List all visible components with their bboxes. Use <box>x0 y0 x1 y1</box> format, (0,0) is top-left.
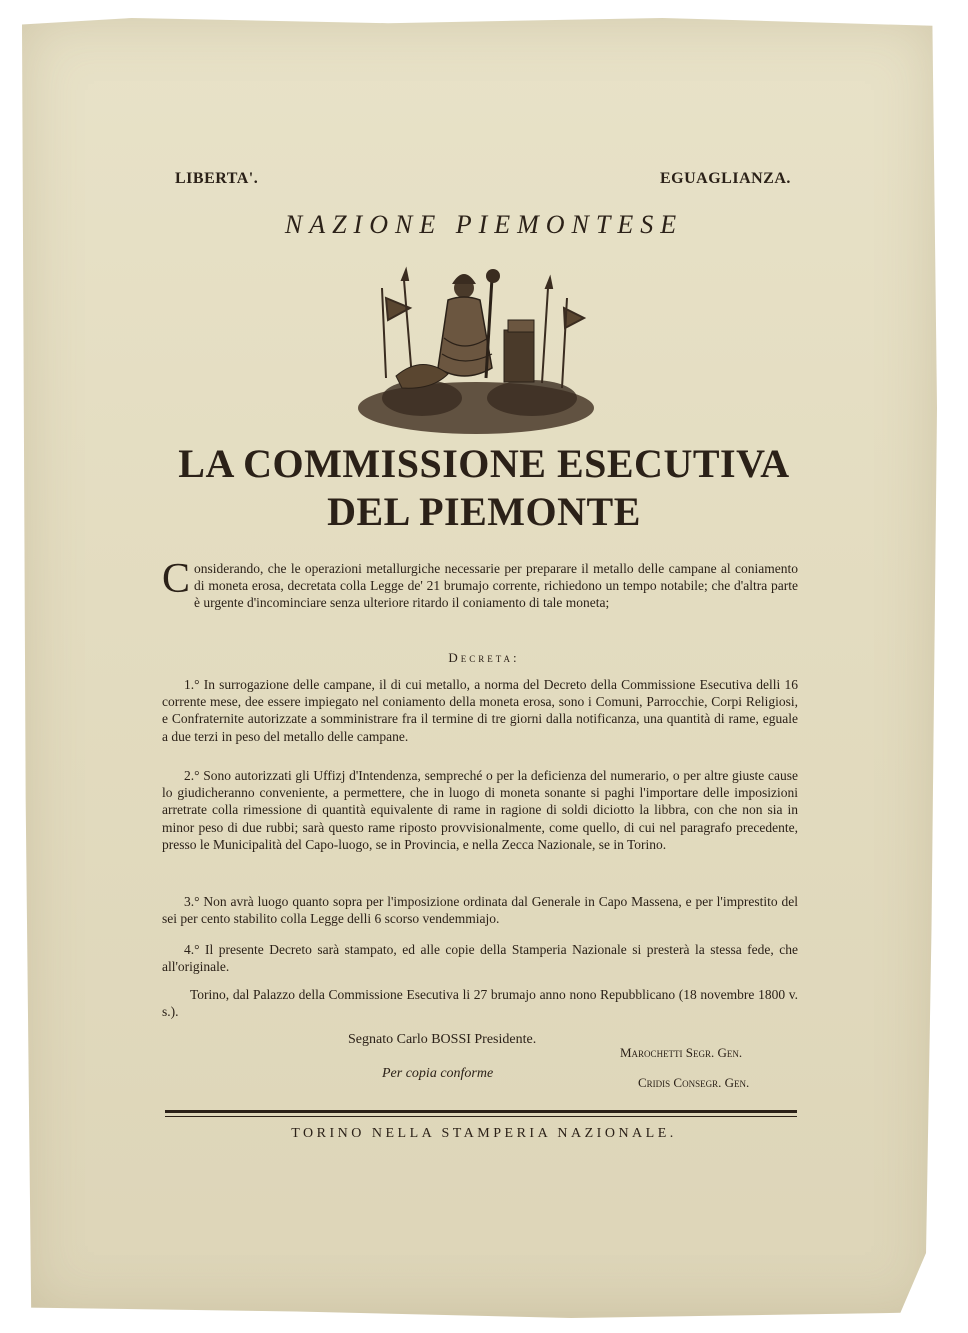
flag-right <box>562 298 584 388</box>
drop-cap: C <box>162 556 191 602</box>
signature-president: Segnato Carlo BOSSI Presidente. <box>348 1032 537 1047</box>
closing-date-line: Torino, dal Palazzo della Commissione Esecutiva li 27 brumajo anno nono Repubblicano (18 novembre 1800 v. s.). <box>162 987 798 1020</box>
spear-right <box>542 278 552 383</box>
divider-rule-thin <box>165 1116 797 1117</box>
signature-secretary: Marochetti Segr. Gen. <box>620 1045 743 1060</box>
article-2: 2.° Sono autorizzati gli Uffizj d'Intendenza, sempreché o per la deficienza del numerario, o per altre giuste cause lo giudicheranno conveniente, a permettere, che in luogo di moneta sonante si paghi l'importare delle imposizioni arretrate colla rimessione di quantità equivalente di rame in ragione di soldi diciotto la libbra, con che non sia in minor peso di due rubbi; sarà questo rame riposto provvisionalmente, come quello, di cui nel paragrafo precedente, presso le Municipalità del Capo-luogo, se in Provincia, e nella Zecca Nazionale, se in Torino. <box>162 768 798 852</box>
preamble-text: onsiderando, che le operazioni metallurgiche necessarie per preparare il metallo delle campane al coniamento di moneta erosa, decretata colla Legge de' 21 brumajo corrente, richiedono un tempo notabile; che d'altra parte è urgente d'incominciare senza ulteriore ritardo il coniamento di tale moneta; <box>194 561 798 611</box>
decreta-heading: Decreta: <box>448 650 520 665</box>
article-3: 3.° Non avrà luogo quanto sopra per l'imposizione ordinata dal Generale in Capo Massena, e per l'imprestito del sei per cento stabilito colla Legge delli 6 scorso vendemmiajo. <box>162 894 798 927</box>
signature-co-secretary: Cridis Consegr. Gen. <box>638 1075 750 1090</box>
staff-cap <box>486 269 500 283</box>
divider-rule-thick <box>165 1110 797 1113</box>
nation-heading: NAZIONE PIEMONTESE <box>284 210 684 239</box>
figure-body <box>438 297 492 376</box>
copy-conforme-note: Per copia conforme <box>382 1066 494 1081</box>
article-4: 4.° Il presente Decreto sarà stampato, ed alle copie della Stamperia Nazionale si presterà la stessa fede, che all'originale. <box>162 942 798 975</box>
article-1: 1.° In surrogazione delle campane, il di cui metallo, a norma del Decreto della Commissione Esecutiva delli 16 corrente mese, dee essere impiegato nel coniamento della moneta erosa, sono i Comuni, Parrocchie, Corpi Religiosi, e Confraternite autorizzate a somministrare fra il termine di tre giorni dalla notificanza, una quantità di rame, eguale a due terzi in peso del metallo delle campane. <box>162 677 798 744</box>
preamble-paragraph <box>162 556 798 612</box>
motto-liberta: LIBERTA'. <box>175 170 259 187</box>
printer-imprint: TORINO NELLA STAMPERIA NAZIONALE. <box>291 1126 677 1141</box>
tablet-block <box>504 330 534 382</box>
title-line-2: DEL PIEMONTE <box>327 489 641 534</box>
spear-left <box>402 270 412 378</box>
title-line-1: LA COMMISSIONE ESECUTIVA <box>178 441 790 486</box>
motto-eguaglianza: EGUAGLIANZA. <box>660 170 791 187</box>
allegorical-vignette-icon <box>352 258 600 436</box>
figure-helmet <box>452 274 476 284</box>
